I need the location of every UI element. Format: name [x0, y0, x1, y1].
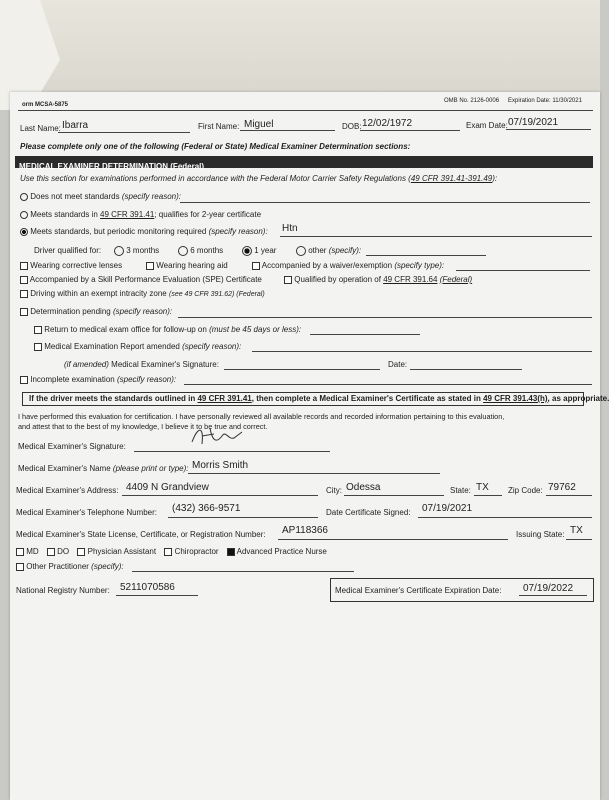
waiver-hint: (specify type): [394, 261, 445, 270]
do-label: DO [57, 547, 70, 556]
checkbox-pending[interactable] [20, 308, 28, 316]
section-title-bar [15, 156, 593, 171]
amended-sig-label: Medical Examiner's Signature: [111, 360, 219, 369]
last-name-label: Last Name: [20, 124, 61, 133]
registry-value[interactable]: 5211070586 [120, 582, 175, 593]
cert-exp-label: Medical Examiner's Certificate Expiration Date: [335, 586, 502, 595]
pa-label: Physician Assistant [87, 547, 157, 556]
exempt-label: Driving within an exempt intracity zone [30, 289, 167, 298]
radio-not-meet[interactable] [20, 193, 28, 201]
checkbox-apn-checked[interactable] [227, 548, 235, 556]
cert-exp-value[interactable]: 07/19/2022 [523, 583, 574, 594]
state-label: State: [450, 486, 471, 495]
amended-hint: (specify reason): [182, 342, 242, 351]
amended-line [252, 351, 592, 352]
radio-6-months[interactable] [178, 246, 188, 256]
option-3-months[interactable] [114, 246, 159, 256]
last-name-value[interactable]: Ibarra [62, 120, 89, 131]
return-hint: (must be 45 days or less): [209, 325, 302, 334]
exam-date-line [506, 129, 591, 130]
other-prac-line [132, 571, 354, 572]
return-line [310, 334, 420, 335]
amended-date-label: Date: [388, 360, 408, 369]
license-line [278, 539, 508, 540]
dob-label: DOB: [342, 122, 362, 131]
exam-date-value[interactable]: 07/19/2021 [508, 117, 559, 128]
phone-value[interactable]: (432) 366-9571 [172, 503, 241, 514]
notice-c: , as appropriate. [547, 394, 609, 403]
q6m-label: 6 months [190, 246, 224, 256]
spe-label: Accompanied by a Skill Performance Evaluation (SPE) Certificate [29, 275, 262, 284]
checkbox-return[interactable] [34, 326, 42, 334]
option-1-year[interactable] [242, 246, 276, 256]
phone-line [168, 517, 318, 518]
dob-line [360, 130, 460, 131]
checkbox-pa[interactable] [77, 548, 85, 556]
cert-expiration-box [330, 578, 594, 602]
waiver-line [456, 270, 590, 271]
option-6-months[interactable] [178, 246, 223, 256]
checkbox-incomplete[interactable] [20, 376, 28, 384]
incomplete-hint: (specify reason): [116, 375, 177, 384]
use-link[interactable]: 49 CFR 391.41-391.49 [410, 174, 493, 183]
chiro-label: Chiropractor [174, 547, 219, 556]
incomplete-line [184, 384, 592, 385]
periodic-reason-value[interactable]: Htn [282, 223, 298, 234]
use-text-end: ): [492, 174, 498, 183]
checkbox-hearing[interactable] [146, 262, 154, 270]
date-signed-value[interactable]: 07/19/2021 [422, 503, 473, 514]
license-value[interactable]: AP118366 [282, 525, 328, 536]
other-prac-label: Other Practitioner [26, 562, 89, 571]
city-line [344, 495, 444, 496]
use-text-a: Use this section for examinations performed in accordance with the Federal Motor Carrier Safety Regulations ( [20, 174, 411, 183]
practitioner-types [16, 547, 327, 556]
form-page [10, 92, 609, 800]
exam-date-label: Exam Date: [466, 121, 508, 130]
qother-hint: (specify): [328, 246, 362, 256]
opt1-label: Does not meet standards [30, 192, 120, 201]
amended-sig-line [224, 369, 380, 370]
radio-other[interactable] [296, 246, 306, 256]
radio-meets-2year[interactable] [20, 211, 28, 219]
incomplete-label: Incomplete examination [30, 375, 115, 384]
checkbox-qualified-op[interactable] [284, 276, 292, 284]
state-value[interactable]: TX [476, 482, 489, 493]
check-exempt[interactable] [20, 289, 265, 298]
first-name-value[interactable]: Miguel [244, 119, 274, 130]
other-prac-hint: (specify): [91, 562, 124, 571]
check-other-practitioner[interactable] [16, 562, 124, 571]
apn-label: Advanced Practice Nurse [236, 547, 327, 556]
option-meets-2year[interactable] [20, 210, 261, 219]
qualified-op-hint: (Federal) [439, 275, 473, 284]
address-value[interactable]: 4409 N Grandview [126, 482, 209, 493]
radio-1-year-selected[interactable] [242, 246, 252, 256]
phone-label: Medical Examiner's Telephone Number: [16, 508, 158, 517]
registry-label: National Registry Number: [16, 586, 110, 595]
handwritten-signature [188, 422, 248, 452]
expiration-date: Expiration Date: 11/30/2021 [508, 98, 582, 104]
state-line [474, 495, 502, 496]
option-not-meet[interactable] [20, 192, 181, 201]
qother-line [366, 255, 486, 256]
q3m-label: 3 months [126, 246, 160, 256]
lens-label: Wearing corrective lenses [30, 261, 123, 270]
checkbox-spe[interactable] [20, 276, 28, 284]
return-label: Return to medical exam office for follow-up on [44, 325, 207, 334]
checkbox-do[interactable] [47, 548, 55, 556]
city-label: City: [326, 486, 342, 495]
instruction: Please complete only one of the following (Federal or State) Medical Examiner Determination sections: [20, 142, 411, 151]
exempt-hint: (see 49 CFR 391.62) (Federal) [168, 291, 265, 298]
notice-b: , then complete a Medical Examiner's Certificate as stated in [251, 394, 484, 403]
address-label: Medical Examiner's Address: [16, 486, 119, 495]
name-label-row [18, 464, 189, 473]
check-return[interactable] [34, 325, 301, 334]
date-signed-line [418, 517, 592, 518]
notice-a: If the driver meets the standards outlined in [29, 394, 198, 403]
option-other[interactable] [296, 246, 361, 256]
date-signed-label: Date Certificate Signed: [326, 508, 411, 517]
pending-line [178, 317, 592, 318]
checkbox-lenses[interactable] [20, 262, 28, 270]
divider [18, 110, 593, 111]
check-spe[interactable] [20, 275, 262, 284]
opt3-line [280, 236, 592, 237]
opt1-hint: (specify reason): [121, 192, 181, 201]
issuing-state-line [566, 539, 592, 540]
opt3-hint: (specify reason): [208, 227, 268, 236]
license-label: Medical Examiner's State License, Certificate, or Registration Number: [16, 530, 266, 539]
pending-hint: (specify reason): [112, 307, 173, 316]
check-pending[interactable] [20, 307, 172, 316]
dob-value[interactable]: 12/02/1972 [362, 118, 413, 129]
qualified-for-label: Driver qualified for: [34, 246, 102, 255]
radio-3-months[interactable] [114, 246, 124, 256]
if-amended: (if amended) [64, 360, 109, 369]
section-title: MEDICAL EXAMINER DETERMINATION (Federal) [19, 162, 205, 171]
city-value[interactable]: Odessa [346, 482, 381, 493]
checkbox-waiver[interactable] [252, 262, 260, 270]
qualified-op-link[interactable]: 49 CFR 391.64 [383, 275, 438, 284]
opt3-label: Meets standards, but periodic monitoring required [30, 227, 207, 236]
form-id: orm MCSA-5875 [22, 102, 69, 108]
address-line [122, 495, 318, 496]
zip-label: Zip Code: [508, 486, 543, 495]
issuing-state-value[interactable]: TX [570, 525, 583, 536]
q1y-label: 1 year [254, 246, 277, 256]
qother-label: other [308, 246, 327, 256]
cert-exp-line [519, 595, 587, 596]
amended-label: Medical Examination Report amended [44, 342, 180, 351]
amended-signature-row [64, 360, 219, 369]
examiner-name-value[interactable]: Morris Smith [192, 460, 249, 471]
use-text [20, 174, 497, 183]
radio-periodic-selected[interactable] [20, 228, 28, 236]
checkbox-md[interactable] [16, 548, 24, 556]
name-line [188, 473, 440, 474]
md-label: MD [26, 547, 39, 556]
opt1-line [180, 202, 590, 203]
first-name-line [240, 130, 335, 131]
checkbox-chiropractor[interactable] [164, 548, 172, 556]
registry-line [116, 595, 198, 596]
name-hint: (please print or type): [112, 464, 189, 473]
name-label: Medical Examiner's Name [18, 464, 111, 473]
check-lenses[interactable] [20, 261, 122, 270]
zip-value[interactable]: 79762 [548, 482, 576, 493]
amended-date-line [410, 369, 522, 370]
waiver-label: Accompanied by a waiver/exemption [261, 261, 393, 270]
hearing-label: Wearing hearing aid [156, 261, 228, 270]
checkbox-other-practitioner[interactable] [16, 563, 24, 571]
pending-label: Determination pending [30, 307, 111, 316]
signature-line [134, 451, 330, 452]
check-hearing[interactable] [146, 261, 228, 270]
opt2-label-b: ; qualifies for 2-year certificate [154, 210, 262, 219]
attestation-line-1: I have performed this evaluation for certification. I have personally reviewed all available records and recorded information pertaining to this evaluation, [18, 412, 505, 421]
attestation-line-2: and attest that to the best of my knowledge, I believe it to be true and correct. [18, 422, 268, 431]
first-name-label: First Name: [198, 122, 240, 131]
opt2-link[interactable]: 49 CFR 391.41 [100, 210, 155, 219]
issuing-state-label: Issuing State: [516, 530, 565, 539]
opt2-label-a: Meets standards in [30, 210, 101, 219]
notice-box [22, 392, 609, 406]
checkbox-amended[interactable] [34, 343, 42, 351]
check-amended[interactable] [34, 342, 241, 351]
signature-label: Medical Examiner's Signature: [18, 442, 126, 451]
notice-text [29, 394, 609, 403]
notice-link-1[interactable]: 49 CFR 391.41 [197, 394, 252, 403]
qualified-op-label: Qualified by operation of [294, 275, 384, 284]
last-name-line [58, 132, 190, 133]
check-waiver[interactable] [252, 261, 444, 270]
checkbox-exempt[interactable] [20, 290, 28, 298]
notice-link-2[interactable]: 49 CFR 391.43(h) [483, 394, 548, 403]
check-qualified-op[interactable] [284, 275, 472, 284]
omb-number: OMB No. 2126-0006 [444, 98, 500, 104]
zip-line [546, 495, 592, 496]
option-periodic[interactable] [20, 227, 268, 236]
check-incomplete[interactable] [20, 375, 176, 384]
